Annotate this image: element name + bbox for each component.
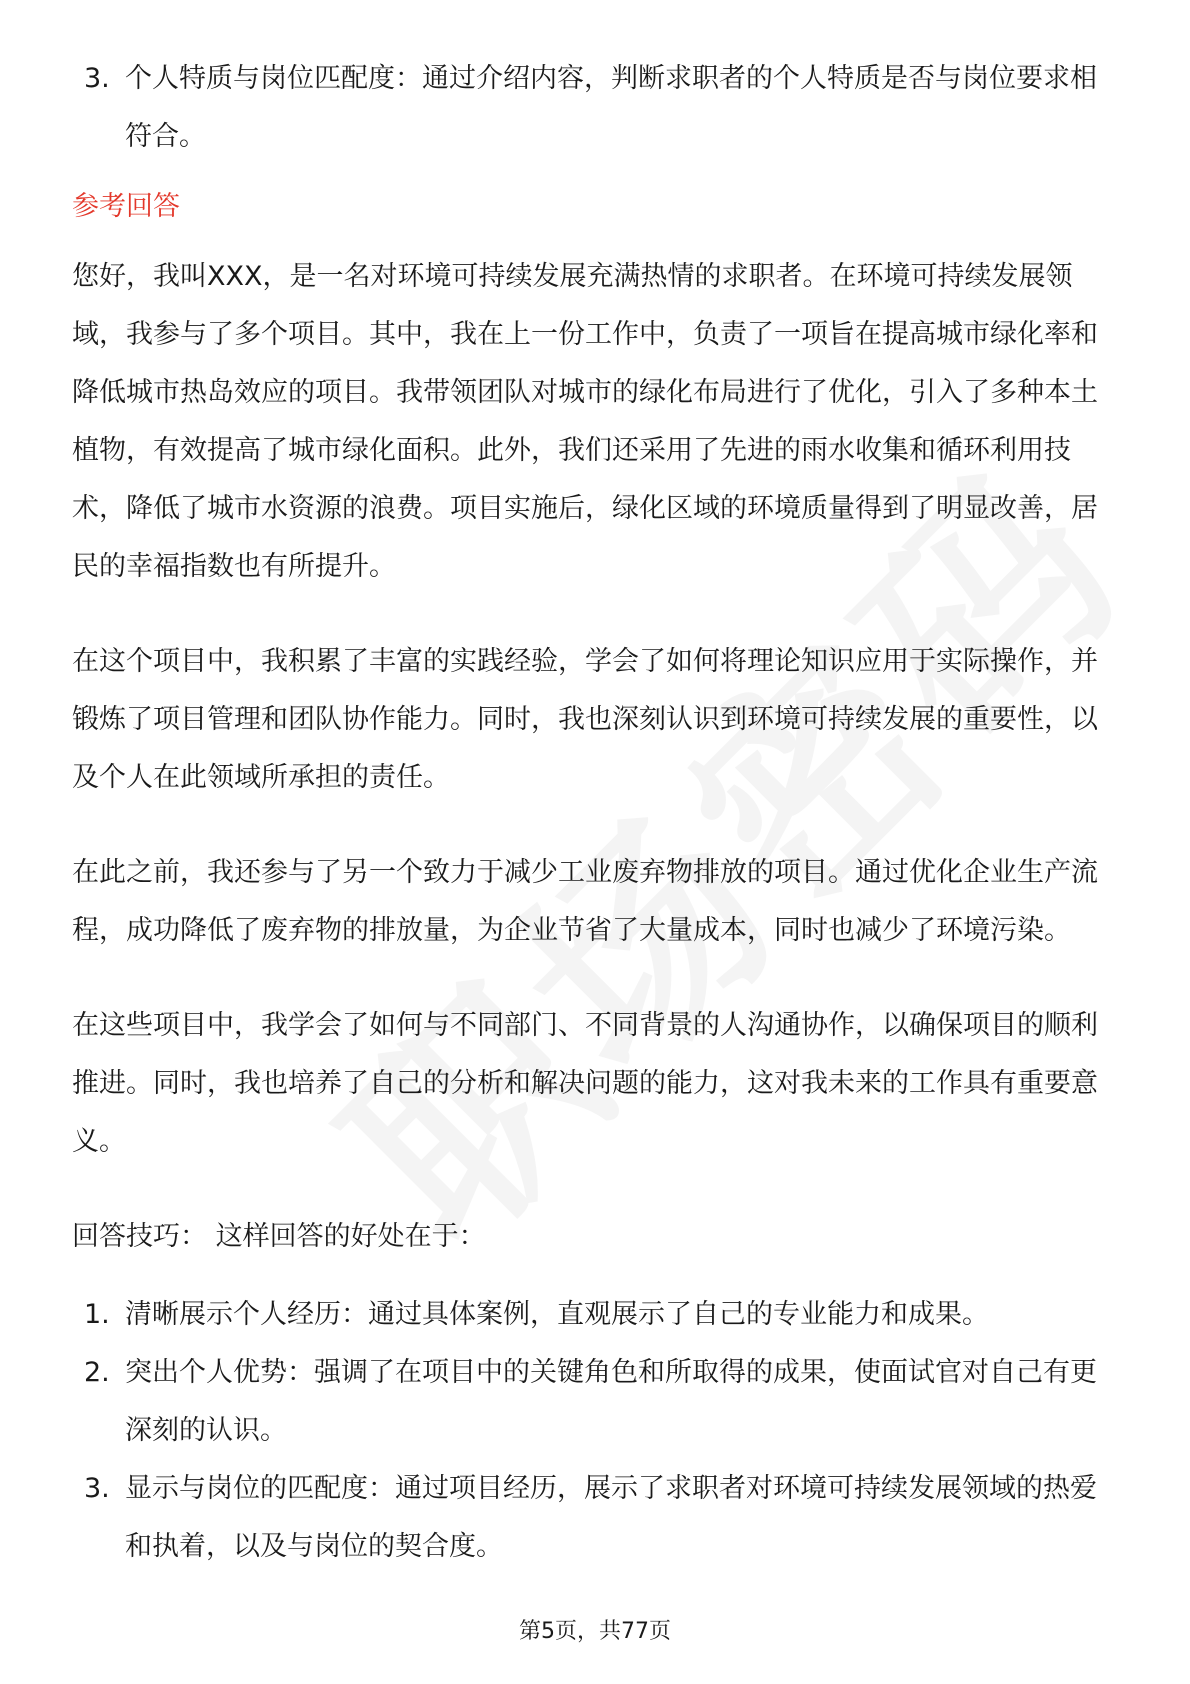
list-item: [72, 1286, 1118, 1344]
paragraph: 在这些项目中，我学会了如何与不同部门、不同背景的人沟通协作，以确保项目的顺利推进。同时，我也培养了自己的分析和解决问题的能力，这对我未来的工作具有重要意义。: [72, 1010, 1098, 1157]
list-number: 2.: [84, 1357, 110, 1388]
list-item: [72, 1460, 1118, 1576]
list-text: 显示与岗位的匹配度：通过项目经历，展示了求职者对环境可持续发展领域的热爱和执着，以及与岗位的契合度。: [125, 1473, 1097, 1562]
list-text: 个人特质与岗位匹配度：通过介绍内容，判断求职者的个人特质是否与岗位要求相符合。: [125, 63, 1097, 152]
document-body: [72, 50, 1118, 1576]
paragraph: 在此之前，我还参与了另一个致力于减少工业废弃物排放的项目。通过优化企业生产流程，成功降低了废弃物的排放量，为企业节省了大量成本，同时也减少了环境污染。: [72, 857, 1098, 946]
list-text: 清晰展示个人经历：通过具体案例，直观展示了自己的专业能力和成果。: [125, 1299, 989, 1330]
list-number: 1.: [84, 1299, 110, 1330]
page-footer: 第5页，共77页: [519, 1619, 671, 1644]
paragraph: 在这个项目中，我积累了丰富的实践经验，学会了如何将理论知识应用于实际操作，并锻炼了项目管理和团队协作能力。同时，我也深刻认识到环境可持续发展的重要性，以及个人在此领域所承担的责任。: [72, 646, 1098, 793]
paragraph: 您好，我叫XXX，是一名对环境可持续发展充满热情的求职者。在环境可持续发展领域，我参与了多个项目。其中，我在上一份工作中，负责了一项旨在提高城市绿化率和降低城市热岛效应的项目。我带领团队对城市的绿化布局进行了优化，引入了多种本土植物，有效提高了城市绿化面积。此外，我们还采用了先进的雨水收集和循环利用技术，降低了城市水资源的浪费。项目实施后，绿化区域的环境质量得到了明显改善，居民的幸福指数也有所提升。: [72, 261, 1098, 582]
list-text: 突出个人优势：强调了在项目中的关键角色和所取得的成果，使面试官对自己有更深刻的认识。: [125, 1357, 1097, 1446]
tips-list: [72, 1286, 1118, 1576]
criteria-list: [72, 50, 1118, 166]
section-heading: 参考回答: [72, 191, 180, 222]
list-item: [72, 50, 1118, 166]
list-number: 3.: [84, 63, 110, 94]
tips-intro: 回答技巧： 这样回答的好处在于：: [72, 1221, 486, 1252]
list-item: [72, 1344, 1118, 1460]
list-number: 3.: [84, 1473, 110, 1504]
